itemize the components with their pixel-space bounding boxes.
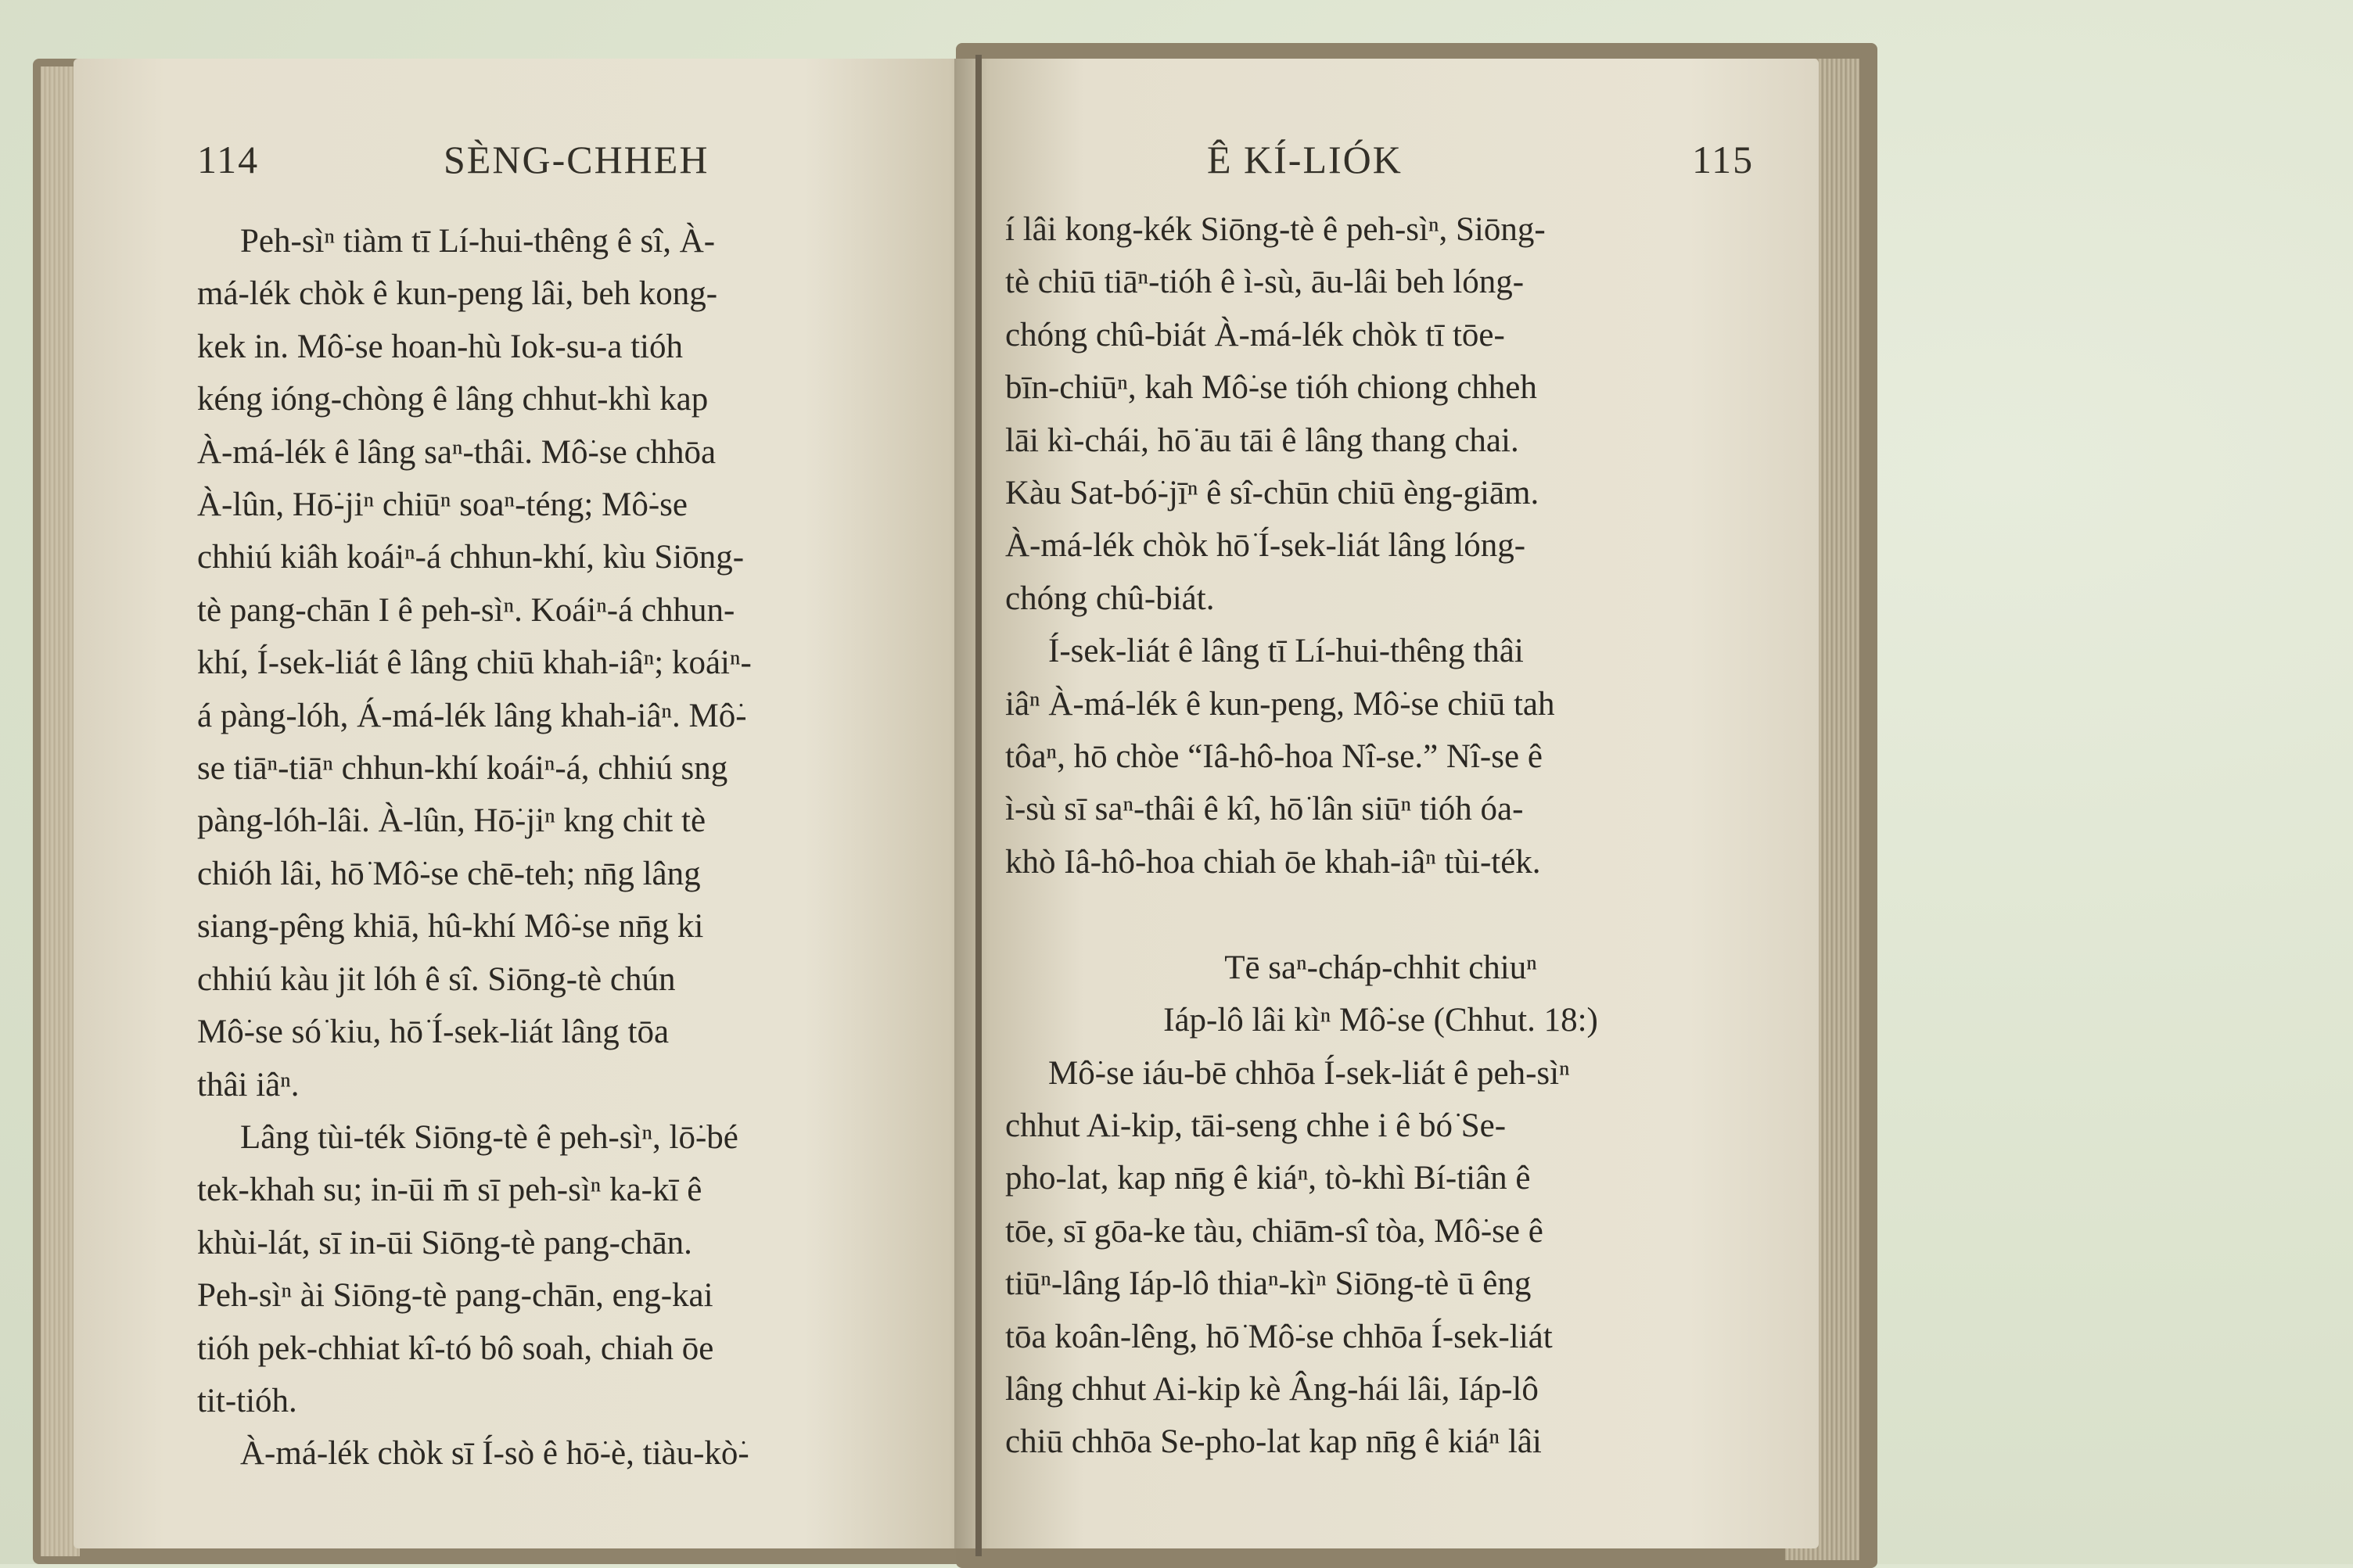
text-line: se tiāⁿ-tiāⁿ chhun-khí koáiⁿ-á, chhiú sng (197, 750, 728, 788)
right-page (954, 59, 1819, 1548)
text-line: chhiú kiâh koáiⁿ-á chhun-khí, kìu Siōng- (197, 539, 745, 576)
left-page-header (74, 137, 987, 192)
text-line: tōa koân-lêng, hō͘ Mô͘-se chhōa Í-sek-liát (1005, 1318, 1553, 1355)
text-line: má-lék chòk ê kun-peng lâi, beh kong- (197, 275, 718, 313)
page-number: 114 (197, 138, 260, 181)
text-line: tit-tióh. (197, 1382, 297, 1419)
text-line: tōe, sī gōa-ke tàu, chiām-sî tòa, Mô͘-se ê (1005, 1212, 1543, 1250)
text-line: khùi-lát, sī in-ūi Siōng-tè pang-chān. (197, 1224, 692, 1261)
text-line: chóng chû-biát. (1005, 579, 1215, 617)
text-line: chhiú kàu jit lóh ê sî. Siōng-tè chún (197, 960, 676, 998)
running-head: SÈNG-CHHEH (444, 138, 709, 181)
text-line (1005, 888, 1756, 941)
text-line: À-lûn, Hō͘-jiⁿ chiūⁿ soaⁿ-téng; Mô͘-se (197, 486, 688, 524)
text-line: chóng chû-biát À-má-lék chòk tī tōe- (1005, 316, 1505, 353)
text-line: lâng chhut Ai-kip kè Âng-hái lâi, Iáp-lô (1005, 1370, 1539, 1408)
text-line: À-má-lék chòk sī Í-sò ê hō͘-è, tiàu-kò͘- (240, 1435, 749, 1473)
text-line: Kàu Sat-bó͘-jīⁿ ê sî-chūn chiū èng-giām. (1005, 475, 1539, 512)
left-page-text (197, 215, 960, 1480)
text-line: tôaⁿ, hō chòe “Iâ-hô-hoa Nî-se.” Nî-se ê (1005, 738, 1543, 776)
text-line: tióh pek-chhiat kî-tó bô soah, chiah ōe (197, 1329, 714, 1367)
text-line: pho-lat, kap nn̄g ê kiáⁿ, tò-khì Bí-tiân ê (1005, 1160, 1531, 1197)
text-line: Í-sek-liát ê lâng tī Lí-hui-thêng thâi (1048, 633, 1524, 670)
text-line: chiū chhōa Se-pho-lat kap nn̄g ê kiáⁿ lâi (1005, 1423, 1542, 1461)
text-line: tiūⁿ-lâng Iáp-lô thiaⁿ-kìⁿ Siōng-tè ū êng (1005, 1265, 1532, 1303)
text-line: Mô͘-se iáu-bē chhōa Í-sek-liát ê peh-sìⁿ (1048, 1054, 1570, 1092)
text-line: khí, Í-sek-liát ê lâng chiū khah-iâⁿ; koáiⁿ- (197, 644, 752, 682)
open-book (33, 43, 1877, 1568)
page-number: 115 (1692, 138, 1755, 181)
text-line: Peh-sìⁿ ài Siōng-tè pang-chān, eng-kai (197, 1277, 713, 1315)
text-line: pàng-lóh-lâi. À-lûn, Hō͘-jiⁿ kng chit tè (197, 802, 706, 840)
text-line: iâⁿ À-má-lék ê kun-peng, Mô͘-se chiū tah (1005, 685, 1555, 723)
text-line: khò Iâ-hô-hoa chiah ōe khah-iâⁿ tùi-ték. (1005, 843, 1541, 881)
text-line: tek-khah su; in-ūi m̄ sī peh-sìⁿ ka-kī ê (197, 1172, 702, 1209)
text-line: tè pang-chān I ê peh-sìⁿ. Koáiⁿ-á chhun- (197, 591, 735, 629)
right-page-header (954, 137, 1819, 192)
text-line: À-má-lék chòk hō͘ Í-sek-liát lâng lóng- (1005, 527, 1526, 565)
text-line: Lâng tùi-ték Siōng-tè ê peh-sìⁿ, lō͘-bé (240, 1118, 738, 1156)
running-head: Ê KÍ-LIÓK (1207, 138, 1403, 181)
text-line: kéng ióng-chòng ê lâng chhut-khì kap (197, 381, 709, 418)
text-line: Mô͘-se só͘ kiu, hō͘ Í-sek-liát lâng tōa (197, 1014, 670, 1051)
section-heading-line: Iáp-lô lâi kìⁿ Mô͘-se (Chhut. 18:) (1163, 1002, 1598, 1039)
text-line: chhut Ai-kip, tāi-seng chhe i ê bó͘ Se- (1005, 1107, 1507, 1144)
section-heading-line: Tē saⁿ-cháp-chhit chiuⁿ (1224, 949, 1537, 986)
text-line: À-má-lék ê lâng saⁿ-thâi. Mô͘-se chhōa (197, 433, 717, 471)
book-gutter (975, 55, 982, 1556)
text-line: kek in. Mô͘-se hoan-hù Iok-su-a tióh (197, 328, 683, 365)
text-line: lāi kì-chái, hō͘ āu tāi ê lâng thang chai. (1005, 422, 1519, 459)
right-page-text (1005, 203, 1756, 1469)
text-line: tè chiū tiāⁿ-tióh ê ì-sù, āu-lâi beh lóng- (1005, 264, 1525, 301)
text-line: í lâi kong-kék Siōng-tè ê peh-sìⁿ, Siōng- (1005, 211, 1546, 248)
text-line: á pàng-lóh, Á-má-lék lâng khah-iâⁿ. Mô͘- (197, 697, 747, 734)
text-line: Peh-sìⁿ tiàm tī Lí-hui-thêng ê sî, À- (240, 223, 716, 260)
text-line: siang-pêng khiā, hû-khí Mô͘-se nn̄g ki (197, 908, 704, 945)
text-line: chióh lâi, hō͘ Mô͘-se chē-teh; nn̄g lâng (197, 855, 701, 892)
left-page (74, 59, 987, 1548)
text-line: thâi iâⁿ. (197, 1066, 300, 1103)
text-line: bīn-chiūⁿ, kah Mô͘-se tióh chiong chheh (1005, 369, 1537, 407)
text-line: ì-sù sī saⁿ-thâi ê kî, hō͘ lân siūⁿ tióh óa- (1005, 791, 1524, 828)
